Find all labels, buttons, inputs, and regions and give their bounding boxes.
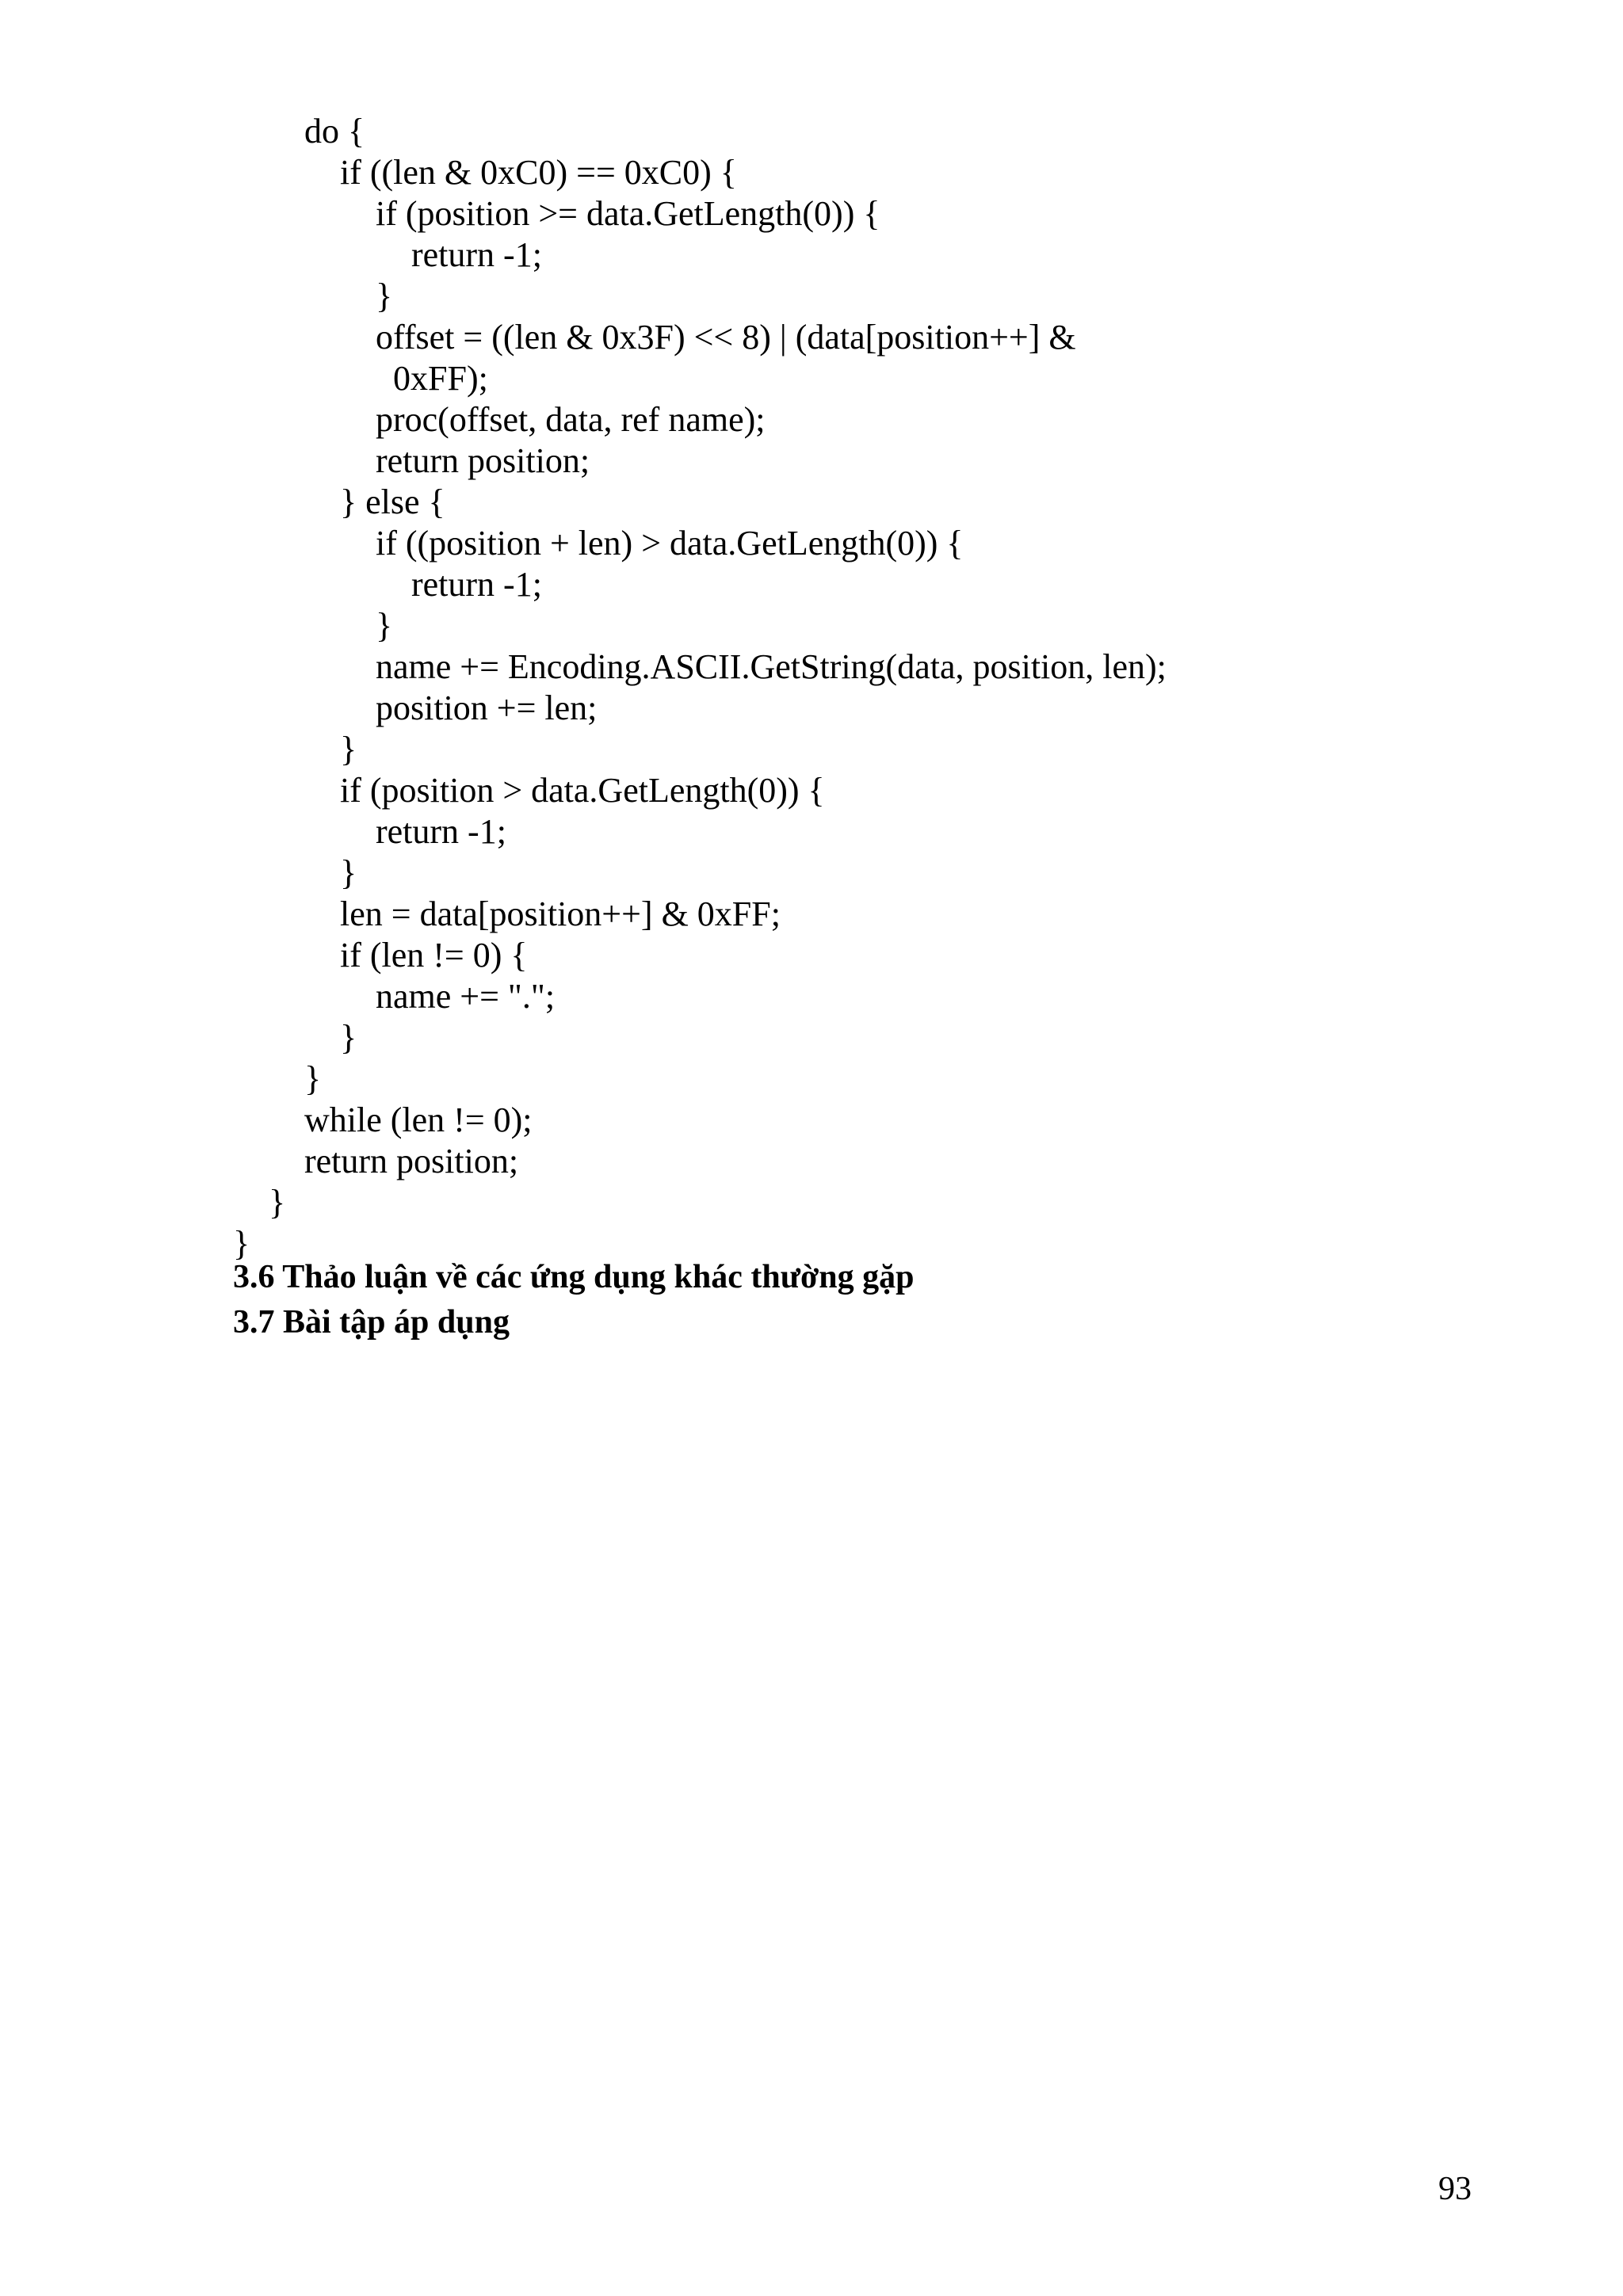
- code-line: while (len != 0);: [304, 1100, 533, 1139]
- code-line: }: [340, 730, 357, 769]
- section-heading: 3.6 Thảo luận về các ứng dụng khác thường gặp: [233, 1259, 915, 1295]
- code-line: position += len;: [376, 688, 598, 727]
- code-line: len = data[position++] & 0xFF;: [340, 894, 781, 933]
- code-line: do {: [304, 112, 365, 151]
- code-line: }: [340, 853, 357, 892]
- code-line: proc(offset, data, ref name);: [376, 400, 766, 439]
- code-line: }: [233, 1224, 250, 1263]
- code-line: if (position > data.GetLength(0)) {: [340, 771, 825, 810]
- code-line: name += Encoding.ASCII.GetString(data, position, len);: [376, 647, 1167, 686]
- code-line: }: [304, 1059, 322, 1098]
- code-line: }: [340, 1018, 357, 1057]
- section-heading: 3.7 Bài tập áp dụng: [233, 1304, 510, 1341]
- code-line: if (len != 0) {: [340, 936, 528, 974]
- code-line: }: [269, 1183, 286, 1222]
- code-line: name += ".";: [376, 977, 556, 1016]
- code-line: return -1;: [411, 565, 542, 604]
- code-line: }: [376, 277, 393, 315]
- code-line: if ((position + len) > data.GetLength(0)) {: [376, 524, 964, 563]
- code-line: if ((len & 0xC0) == 0xC0) {: [340, 153, 737, 192]
- code-line: offset = ((len & 0x3F) << 8) | (data[position++] &: [376, 318, 1076, 357]
- code-line: 0xFF);: [393, 359, 488, 398]
- code-line: } else {: [340, 482, 445, 521]
- code-line: return -1;: [376, 812, 506, 851]
- page-number: 93: [1438, 2171, 1472, 2207]
- code-line: }: [376, 606, 393, 645]
- code-line: return position;: [304, 1142, 519, 1180]
- code-line: if (position >= data.GetLength(0)) {: [376, 194, 880, 233]
- code-line: return -1;: [411, 235, 542, 274]
- code-line: return position;: [376, 441, 590, 480]
